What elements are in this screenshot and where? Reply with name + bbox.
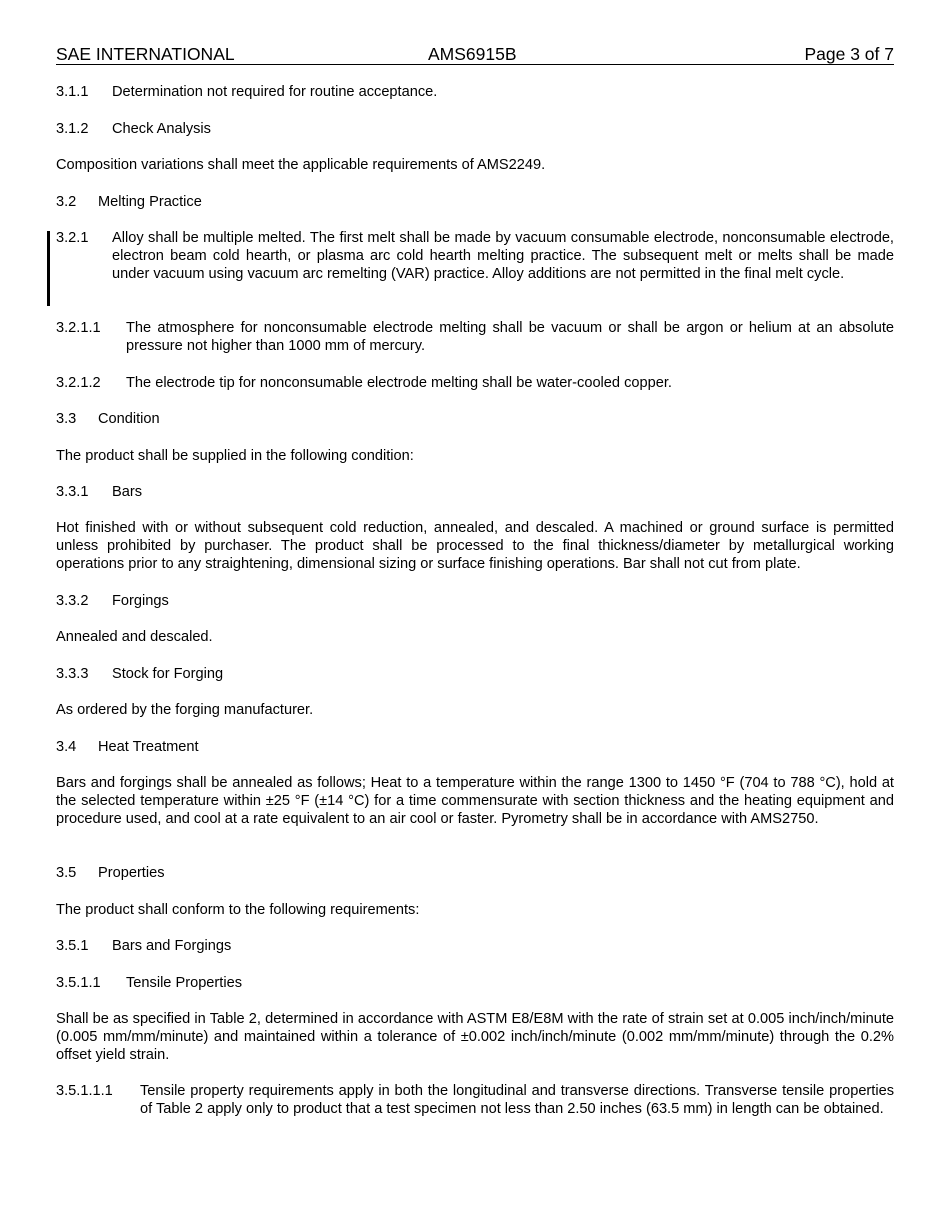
revision-change-bar — [47, 231, 50, 306]
section-text: The electrode tip for nonconsumable electrode melting shall be water-cooled copper. — [126, 375, 672, 391]
section-number: 3.2.1 — [56, 230, 89, 246]
page-header — [56, 44, 894, 65]
section-3-5-1-1-1 — [56, 1082, 894, 1118]
section-3-2-1-2 — [56, 374, 894, 392]
section-title: Tensile Properties — [126, 975, 242, 991]
section-number: 3.1.2 — [56, 121, 89, 137]
section-text: Tensile property requirements apply in both the longitudinal and transverse directions. Transverse tensile properties of Table 2 apply only to product that a test specimen not less than 2.50 inches (63.5 mm) in length can be obtained. — [140, 1083, 894, 1118]
section-3-5-1-heading — [56, 937, 894, 955]
section-title: Forgings — [112, 593, 169, 609]
section-number: 3.5.1.1.1 — [56, 1083, 113, 1099]
paragraph-bars: Hot finished with or without subsequent cold reduction, annealed, and descaled. A machined or ground surface is permitted unless prohibited by purchaser. The product shall be processed to the final thickness/diameter by metallurgical working operations prior to any straightening, dimensional sizing or surface finishing operations. Bar shall not cut from plate. — [56, 520, 894, 573]
section-3-1-2-heading — [56, 120, 894, 138]
section-number: 3.3 — [56, 411, 77, 427]
section-number: 3.4 — [56, 739, 77, 755]
paragraph-heat-treatment: Bars and forgings shall be annealed as follows; Heat to a temperature within the range 1300 to 1450 °F (704 to 788 °C), hold at the selected temperature within ±25 °F (±14 °C) for a time commensurate with section thickness and the heating equipment and procedure used, and cool at a rate equivalent to an air cool or faster. Pyrometry shall be in accordance with AMS2750. — [56, 775, 894, 828]
section-number: 3.3.2 — [56, 593, 89, 609]
section-number: 3.5.1 — [56, 938, 89, 954]
section-3-3-3-heading — [56, 665, 894, 683]
section-number: 3.5 — [56, 865, 77, 881]
section-title: Condition — [98, 411, 160, 427]
section-number: 3.3.1 — [56, 484, 89, 500]
paragraph-tensile-properties: Shall be as specified in Table 2, determined in accordance with ASTM E8/E8M with the rate of strain set at 0.005 inch/inch/minute (0.005 mm/mm/minute) and maintained within a tolerance of ±0.002 inch/inch/minute (0.002 mm/mm/minute) through the 0.2% offset yield strain. — [56, 1011, 894, 1064]
section-3-5-heading — [56, 864, 894, 882]
section-3-3-1-heading — [56, 483, 894, 501]
section-3-4-heading — [56, 738, 894, 756]
paragraph-properties: The product shall conform to the following requirements: — [56, 902, 420, 918]
section-text: The atmosphere for nonconsumable electrode melting shall be vacuum or shall be argon or helium at an absolute pressure not higher than 1000 mm of mercury. — [126, 320, 894, 355]
section-text: Determination not required for routine acceptance. — [112, 84, 438, 100]
paragraph-check-analysis: Composition variations shall meet the applicable requirements of AMS2249. — [56, 157, 546, 173]
paragraph-condition: The product shall be supplied in the following condition: — [56, 448, 414, 464]
section-number: 3.2.1.2 — [56, 375, 101, 391]
header-organization: SAE INTERNATIONAL — [56, 44, 235, 64]
section-title: Properties — [98, 865, 165, 881]
section-3-3-heading — [56, 410, 894, 428]
section-number: 3.2 — [56, 194, 77, 210]
section-title: Check Analysis — [112, 121, 211, 137]
section-number: 3.3.3 — [56, 666, 89, 682]
section-title: Stock for Forging — [112, 666, 224, 682]
section-3-2-1 — [56, 229, 894, 284]
section-text: Alloy shall be multiple melted. The first melt shall be made by vacuum consumable electrode, nonconsumable electrode, electron beam cold hearth, or plasma arc cold hearth melting practice. The subsequent melt or melts shall be made under vacuum using vacuum arc remelting (VAR) practice. Alloy additions are not permitted in the final melt cycle. — [112, 230, 894, 283]
section-number: 3.5.1.1 — [56, 975, 101, 991]
section-title: Melting Practice — [98, 194, 202, 210]
section-3-5-1-1-heading — [56, 974, 894, 992]
section-title: Heat Treatment — [98, 739, 199, 755]
paragraph-stock-for-forging: As ordered by the forging manufacturer. — [56, 702, 314, 718]
section-3-2-1-1 — [56, 319, 894, 355]
section-number: 3.1.1 — [56, 84, 89, 100]
section-title: Bars and Forgings — [112, 938, 232, 954]
paragraph-forgings: Annealed and descaled. — [56, 629, 213, 645]
section-3-3-2-heading — [56, 592, 894, 610]
section-3-2-heading — [56, 193, 894, 211]
header-document-number: AMS6915B — [428, 44, 517, 64]
section-title: Bars — [112, 484, 143, 500]
section-3-1-1 — [56, 83, 894, 101]
header-page-number: Page 3 of 7 — [804, 44, 894, 64]
section-number: 3.2.1.1 — [56, 320, 101, 336]
